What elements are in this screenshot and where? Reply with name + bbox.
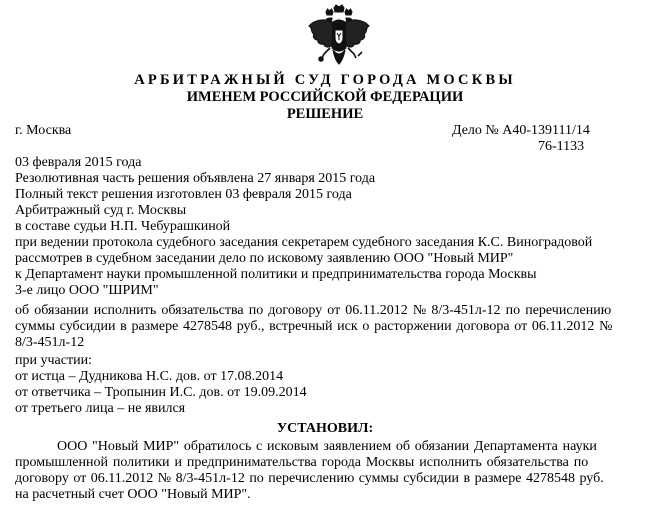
decision-title: РЕШЕНИЕ — [286, 106, 364, 122]
court-title: АРБИТРАЖНЫЙ СУД ГОРОДА МОСКВЫ — [134, 72, 516, 88]
document-line: в составе судьи Н.П. Чебурашкиной — [15, 219, 231, 234]
document-line: рассмотрев в судебном заседании дело по исковому заявлению ООО "Новый МИР" — [15, 251, 514, 266]
case-number-suffix: 76-1133 — [538, 139, 585, 154]
document-line: к Департамент науки промышленной политики и предпринимательства города Москвы — [15, 267, 537, 282]
document-line: Арбитражный суд г. Москвы — [15, 203, 187, 218]
participants-line: от ответчика – Тропынин И.С. дов. от 19.09.2014 — [15, 385, 307, 400]
coat-of-arms-emblem — [306, 4, 372, 70]
body-line: ООО "Новый МИР" обратилось с исковым заявлением об обязании Департамента науки — [57, 439, 597, 454]
city-label: г. Москва — [15, 123, 72, 138]
obligation-line: 8/3-451л-12 — [15, 335, 85, 350]
participants-line: при участии: — [15, 353, 92, 368]
obligation-line: об обязании исполнить обязательства по договору от 06.11.2012 № 8/3-451л-12 по перечислению — [15, 303, 612, 318]
participants-line: от третьего лица – не явился — [15, 401, 186, 416]
in-the-name-title: ИМЕНЕМ РОССИЙСКОЙ ФЕДЕРАЦИИ — [186, 89, 464, 105]
body-line: промышленной политики и предпринимательства города Москвы исполнить обязательства по — [15, 455, 589, 470]
body-line: договору от 06.11.2012 № 8/3-451л-12 по перечислению суммы субсидии в размере 4278548 руб. — [15, 471, 604, 486]
document-line: 3-е лицо ООО "ШРИМ" — [15, 283, 159, 298]
document-line: 03 февраля 2015 года — [15, 155, 142, 170]
document-line: при ведении протокола судебного заседания секретарем судебного заседания К.С. Виноградовой — [15, 235, 593, 250]
established-heading: УСТАНОВИЛ: — [276, 421, 374, 436]
participants-line: от истца – Дудникова Н.С. дов. от 17.08.2014 — [15, 369, 284, 384]
document-line: Резолютивная часть решения объявлена 27 января 2015 года — [15, 171, 376, 186]
case-number: Дело № А40-139111/14 — [452, 123, 590, 138]
document-line: Полный текст решения изготовлен 03 февраля 2015 года — [15, 187, 352, 202]
body-line: на расчетный счет ООО "Новый МИР". — [15, 487, 251, 502]
obligation-line: суммы субсидии в размере 4278548 руб., встречный иск о расторжении договора от 06.11.2012 № — [15, 319, 613, 334]
